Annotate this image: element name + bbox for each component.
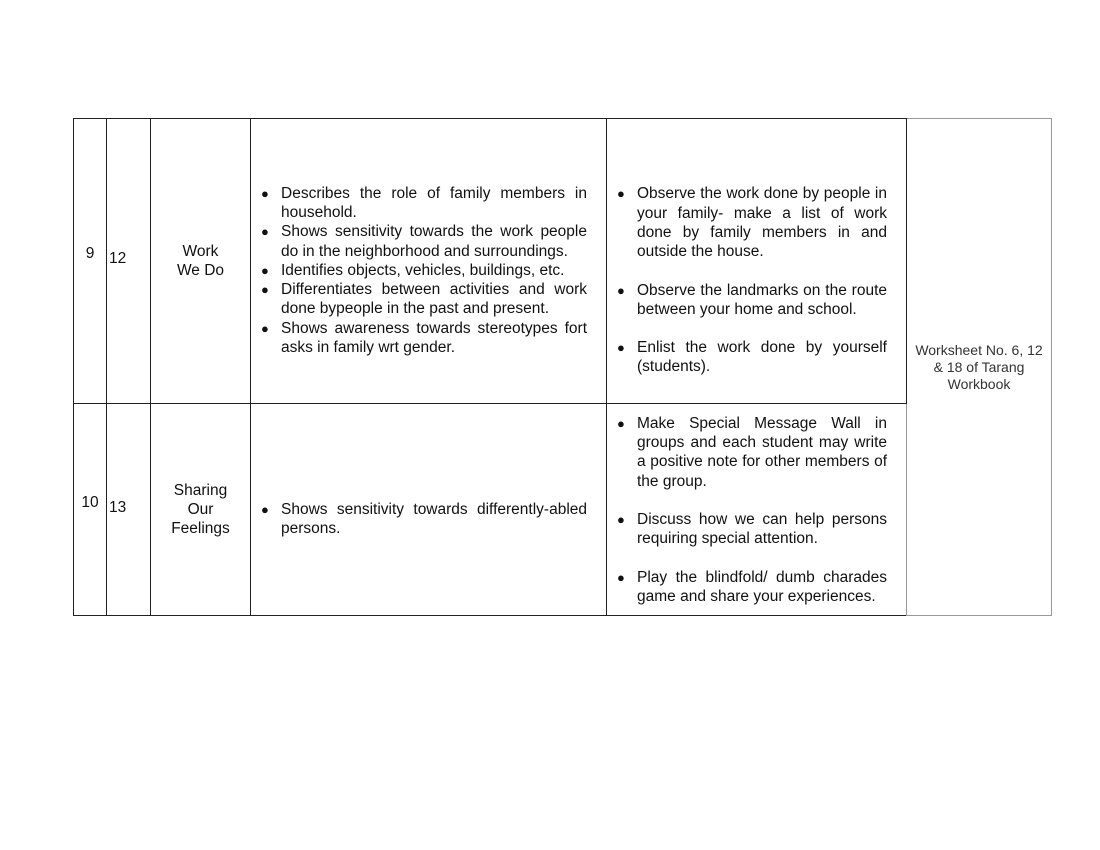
lesson-plan-table (73, 118, 1052, 616)
serial-number: 10 (81, 493, 99, 511)
outcome-item: ● Shows sensitivity towards the work people do in the neighborhood and surroundings. (261, 223, 587, 260)
activity-item: ● Make Special Message Wall in groups and each student may write a positive note for other members of the group. (617, 414, 887, 490)
theme-line: Sharing (173, 481, 228, 499)
activity-item: ● Observe the landmarks on the route between your home and school. (617, 281, 887, 318)
outcome-item: ● Shows awareness towards stereotypes fort asks in family wrt gender. (261, 319, 587, 357)
resource-cell (907, 119, 1052, 616)
activity-item: ● Enlist the work done by yourself (students). (617, 339, 887, 376)
activities-cell (607, 404, 907, 616)
resource-text: Worksheet No. 6, 12 & 18 of Tarang Workbook (915, 341, 1043, 392)
bullet-icon: ● (261, 224, 269, 240)
activity-item: ● Observe the work done by people in your family- make a list of work done by family members in and outside the house. (617, 185, 887, 261)
chapter-number: 12 (109, 250, 127, 268)
theme-line: Feelings (171, 520, 230, 538)
outcome-item: ● Differentiates between activities and work done bypeople in the past and present. (261, 281, 587, 318)
activities-list (607, 414, 906, 606)
activity-item: ● Discuss how we can help persons requiring special attention. (617, 511, 887, 548)
bullet-icon: ● (617, 340, 625, 356)
bullet-icon: ● (261, 320, 269, 336)
bullet-icon: ● (617, 569, 625, 585)
learning-outcomes-cell (251, 404, 607, 616)
bullet-icon: ● (617, 282, 625, 298)
outcome-item: ● Identifies objects, vehicles, buildings, etc. (261, 261, 565, 279)
outcome-item: ● Shows sensitivity towards differently-abled persons. (261, 500, 587, 537)
theme-line: We Do (176, 262, 225, 279)
bullet-icon: ● (617, 512, 625, 527)
serial-number: 9 (85, 245, 95, 263)
chapter-number-cell (107, 404, 151, 616)
serial-number-cell (74, 404, 107, 616)
theme-line: Our (187, 500, 214, 518)
table-row (74, 119, 1052, 404)
outcome-item: ● Describes the role of family members in household. (261, 184, 587, 221)
bullet-icon: ● (261, 282, 269, 298)
activities-cell (607, 119, 907, 404)
bullet-icon: ● (261, 185, 269, 201)
chapter-number: 13 (109, 498, 127, 516)
bullet-icon: ● (617, 186, 625, 202)
theme-line: Work (182, 242, 219, 260)
theme-cell (151, 119, 251, 404)
bullet-icon: ● (261, 501, 269, 517)
theme-cell (151, 404, 251, 616)
bullet-icon: ● (261, 262, 269, 278)
chapter-number-cell (107, 119, 151, 404)
serial-number-cell (74, 119, 107, 404)
bullet-icon: ● (617, 415, 625, 431)
learning-outcomes-cell (251, 119, 607, 404)
activity-item: ● Play the blindfold/ dumb charades game and share your experiences. (617, 568, 887, 605)
outcomes-list (251, 481, 606, 539)
outcomes-list (251, 165, 606, 358)
activities-list (607, 145, 906, 376)
table-row (74, 404, 1052, 616)
